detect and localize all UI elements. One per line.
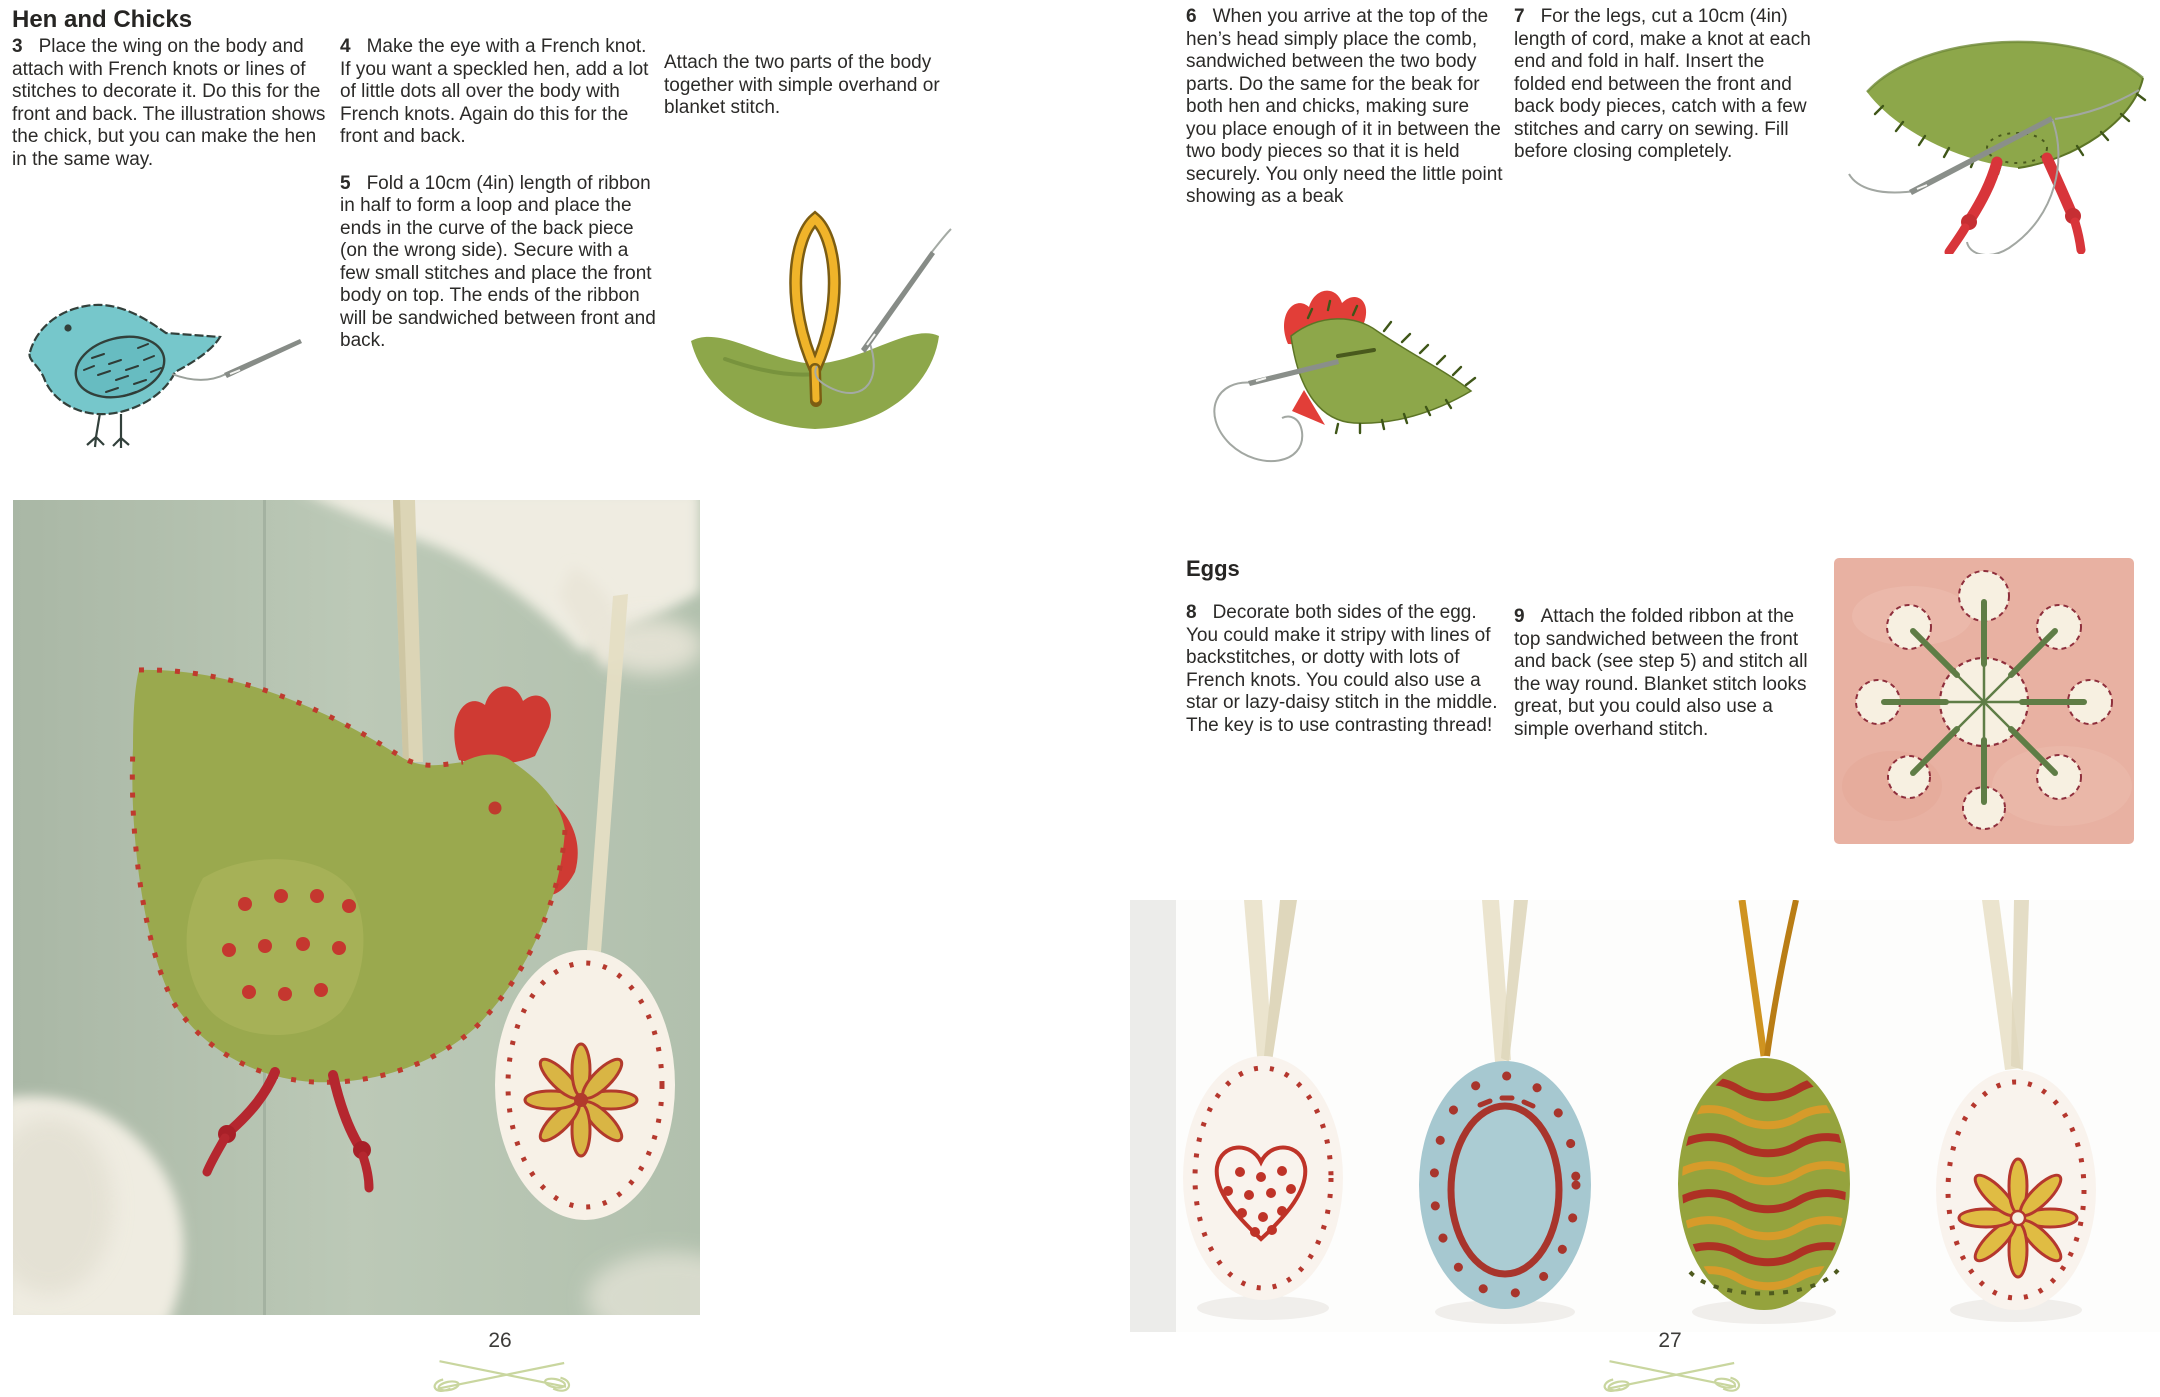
step-8-number: 8 (1186, 602, 1197, 623)
step-6-number: 6 (1186, 6, 1197, 27)
oval-stitch (1451, 1106, 1559, 1274)
crossed-needles-motif (1595, 1352, 1745, 1396)
step-7-number: 7 (1514, 6, 1525, 27)
hen-comb-illustration (1188, 274, 1484, 470)
page-title: Hen and Chicks (12, 6, 193, 33)
step-3 (12, 36, 330, 171)
hen-ornament-photo (13, 500, 700, 1315)
chick-stitching-illustration (14, 280, 306, 448)
column-step-3 (12, 36, 330, 195)
daisy-stitch (1959, 1159, 2077, 1277)
cord-legs-illustration (1845, 2, 2160, 254)
thread (1849, 174, 1915, 192)
assembly-note: Attach the two parts of the body together with simple overhand or blanket stitch. (664, 52, 940, 118)
eggs-heading: Eggs (1186, 556, 1240, 581)
thread (1214, 383, 1302, 462)
felt-eggs-photo (1130, 900, 2160, 1332)
thread (172, 374, 226, 380)
right-page-footer (1580, 1330, 1760, 1396)
step-7-text: For the legs, cut a 10cm (4in) length of cord, make a knot at each end and fold in half. Insert the folded end between the front and back body pieces, catch with a few stitches and carry on sewing. Fill before closing completely. (1514, 6, 1811, 162)
column-step-8 (1186, 602, 1504, 761)
daisy-stitch-illustration (1832, 556, 2136, 846)
red-cord-legs (1949, 158, 2081, 252)
step-6-text: When you arrive at the top of the hen’s head simply place the comb, sandwiched between the two body parts. Do the same for the beak for both hen and chicks, making sure you place enough of it in between the two body pieces so that it is held securely. You only need the little point showing as a beak (1186, 6, 1503, 207)
page-number: 27 (1658, 1329, 1682, 1352)
step-4-number: 4 (340, 36, 351, 57)
step-4-text: Make the eye with a French knot. If you want a speckled hen, add a lot of little dots all over the body with French knots. Again do this for the front and back. (340, 36, 649, 147)
chick-eye (64, 324, 71, 331)
column-assembly-note (664, 52, 966, 144)
crossed-needles-motif (425, 1352, 575, 1396)
step-6 (1186, 6, 1504, 209)
step-9-number: 9 (1514, 606, 1525, 627)
column-step-7 (1514, 6, 1819, 188)
step-9-text: Attach the folded ribbon at the top sandwiched between the front and back (see step 5) and stitch all the way round. Blanket stitch looks great, but you could also use a simple overhand stitch. (1514, 606, 1808, 740)
column-step-9 (1514, 606, 1816, 765)
back-piece-ribbon-illustration (665, 183, 965, 447)
felt-body-piece (1867, 42, 2143, 168)
step-9 (1514, 606, 1816, 741)
step-8 (1186, 602, 1504, 737)
hen-eye (489, 802, 502, 815)
step-3-text: Place the wing on the body and attach with French knots or lines of stitches to decorate it. Do this for the front and back. The illustration shows the chick, but you can make the hen in the same way. (12, 36, 326, 170)
step-5 (340, 173, 658, 353)
felt-head-piece (1291, 319, 1471, 423)
column-steps-4-5 (340, 36, 658, 377)
step-8-text: Decorate both sides of the egg. You could make it stripy with lines of backstitches, or dotty with lots of French knots. You could also use a star or lazy-daisy stitch in the middle. The key is to use contrasting thread! (1186, 602, 1498, 736)
page-number: 26 (488, 1329, 512, 1352)
left-page-footer (410, 1330, 590, 1396)
daisy-stitch (525, 1044, 637, 1156)
step-5-number: 5 (340, 172, 351, 194)
step-4 (340, 36, 658, 149)
step-3-number: 3 (12, 36, 23, 57)
felt-egg-ornament (495, 950, 675, 1220)
column-step-6 (1186, 6, 1504, 233)
step-5-text: Fold a 10cm (4in) length of ribbon in half to form a loop and place the ends in the curve of the back piece (on the wrong side). Secure with a few small stitches and place the front body on top. The ends of the ribbon will be sandwiched between front and back. (340, 172, 656, 351)
step-7 (1514, 6, 1819, 164)
